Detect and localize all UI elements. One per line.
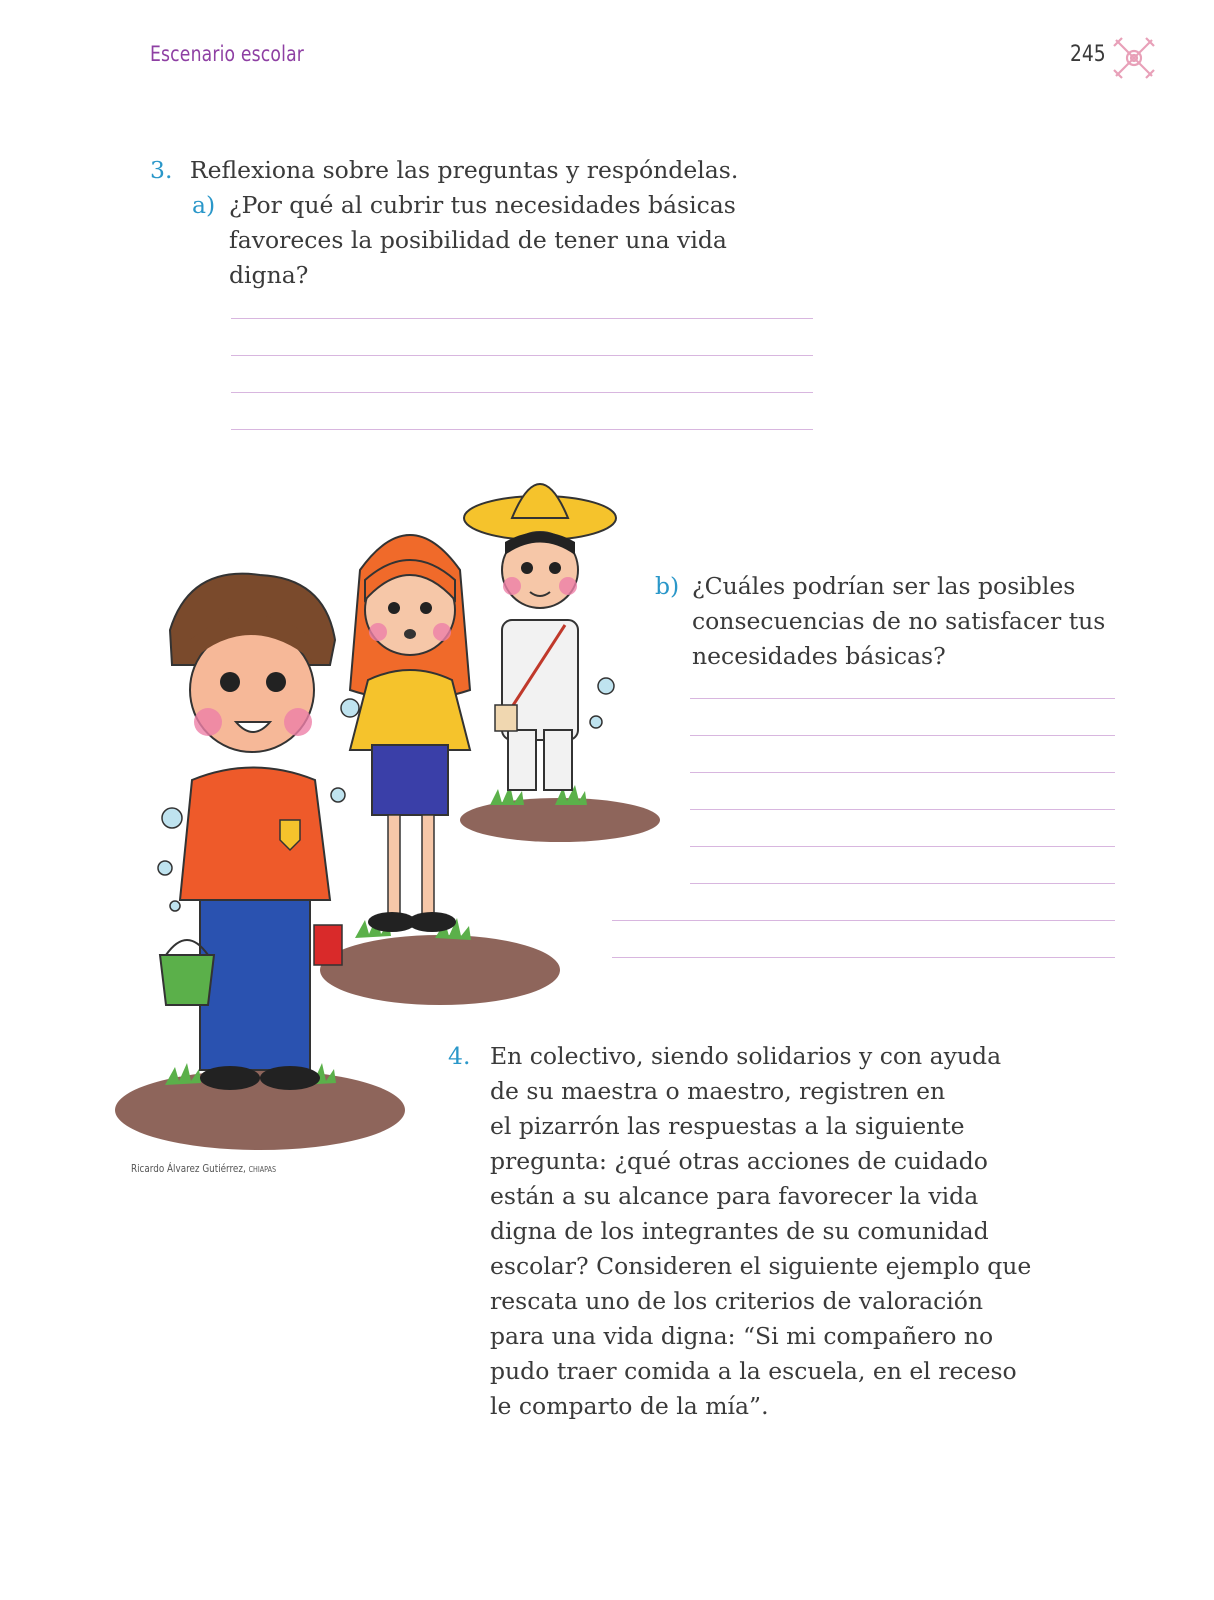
- question-3b: [655, 569, 1125, 674]
- answer-line[interactable]: [690, 735, 1115, 736]
- subquestion-line: ¿Cuáles podrían ser las posibles: [692, 572, 1076, 600]
- answer-line[interactable]: [231, 429, 813, 430]
- question-line: de su maestra o maestro, registren en: [490, 1077, 946, 1105]
- answer-line[interactable]: [231, 355, 813, 356]
- illustration-credit: [131, 1162, 276, 1175]
- answer-line[interactable]: [690, 772, 1115, 773]
- boy-with-hat: [464, 484, 616, 790]
- subquestion-label: b): [655, 572, 680, 600]
- question-number: 4.: [448, 1042, 471, 1070]
- question-text: Reflexiona sobre las preguntas y respóndelas.: [189, 156, 739, 184]
- subquestion-label: a): [192, 191, 216, 219]
- credit-name: Ricardo Álvarez Gutiérrez,: [131, 1162, 246, 1175]
- answer-line[interactable]: [690, 846, 1115, 847]
- page-number: 245: [1070, 42, 1106, 67]
- question-line: están a su alcance para favorecer la vida: [490, 1182, 979, 1210]
- question-line: pregunta: ¿qué otras acciones de cuidado: [490, 1147, 988, 1175]
- question-number: 3.: [150, 156, 173, 184]
- question-line: En colectivo, siendo solidarios y con ayuda: [490, 1042, 1002, 1070]
- answer-line[interactable]: [231, 392, 813, 393]
- credit-place: CHIAPAS: [248, 1165, 277, 1174]
- subquestion-line: consecuencias de no satisfacer tus: [692, 607, 1106, 635]
- question-line: le comparto de la mía”.: [490, 1392, 769, 1420]
- subquestion-line: ¿Por qué al cubrir tus necesidades básicas: [229, 191, 736, 219]
- girl-red-hair: [350, 535, 470, 932]
- answer-line[interactable]: [690, 698, 1115, 699]
- subquestion-line: digna?: [229, 261, 309, 289]
- question-line: para una vida digna: “Si mi compañero no: [490, 1322, 994, 1350]
- answer-line[interactable]: [612, 920, 1115, 921]
- subquestion-line: necesidades básicas?: [692, 642, 946, 670]
- answer-line[interactable]: [612, 957, 1115, 958]
- section-title: Escenario escolar: [150, 42, 305, 66]
- flower-star-icon: [1112, 36, 1156, 80]
- question-line: digna de los integrantes de su comunidad: [490, 1217, 989, 1245]
- answer-line[interactable]: [690, 883, 1115, 884]
- question-line: pudo traer comida a la escuela, en el receso: [490, 1357, 1017, 1385]
- answer-line[interactable]: [231, 318, 813, 319]
- question-3: [150, 153, 738, 188]
- subquestion-line: favoreces la posibilidad de tener una vida: [229, 226, 727, 254]
- question-line: escolar? Consideren el siguiente ejemplo que: [490, 1252, 1032, 1280]
- question-3a: [192, 188, 792, 293]
- question-4: [448, 1039, 1048, 1424]
- question-line: el pizarrón las respuestas a la siguiente: [490, 1112, 965, 1140]
- question-line: rescata uno de los criterios de valoración: [490, 1287, 984, 1315]
- answer-line[interactable]: [690, 809, 1115, 810]
- boy-with-bucket: [160, 574, 342, 1090]
